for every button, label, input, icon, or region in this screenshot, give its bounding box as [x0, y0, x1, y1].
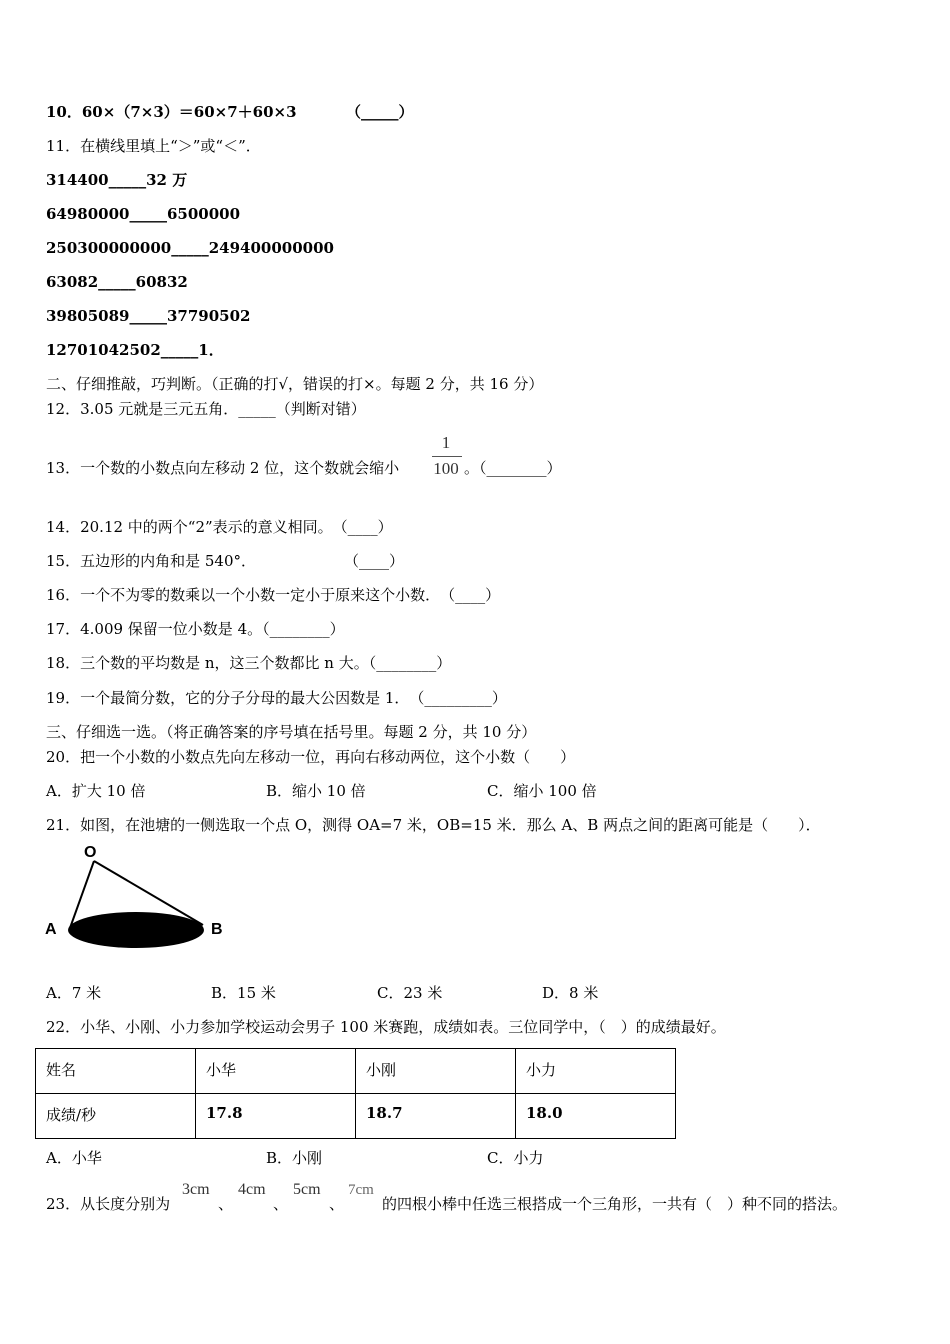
stick-length-1: 3cm — [182, 1181, 210, 1198]
q20-option-c: C．缩小 100 倍 — [487, 782, 597, 800]
q18-text: 18．三个数的平均数是 n，这三个数都比 n 大。（________） — [46, 654, 452, 672]
label-o: O — [84, 844, 97, 861]
fraction-denominator: 100 — [433, 459, 459, 478]
q11-compare-5: 39805089_____37790502 — [46, 307, 251, 325]
q23-text: 23．从长度分别为 — [46, 1195, 171, 1213]
q11-compare-2: 64980000_____6500000 — [46, 205, 241, 223]
pond-ellipse — [68, 912, 204, 948]
q11-compare-3: 250300000000_____249400000000 — [46, 239, 334, 257]
table-cell: 成绩/秒 — [36, 1094, 196, 1139]
pond-figure — [38, 838, 238, 958]
fraction-bar — [432, 456, 462, 457]
q15-text: 15．五边形的内角和是 540°． — [46, 552, 256, 570]
table-row — [36, 1094, 676, 1139]
q10-text: 10．60×（7×3）＝60×7＋60×3 — [46, 103, 297, 121]
table-row — [36, 1049, 676, 1094]
q22-option-c: C．小力 — [487, 1149, 544, 1167]
q11-text: 11．在横线里填上“＞”或“＜”． — [46, 137, 261, 155]
q19-text: 19．一个最简分数，它的分子分母的最大公因数是 1． （_________） — [46, 689, 507, 707]
q21-option-a: A．7 米 — [46, 984, 102, 1002]
section-2-heading: 二、仔细推敲，巧判断。（正确的打√，错误的打×。每题 2 分，共 16 分） — [46, 375, 544, 393]
label-b: B — [211, 921, 223, 938]
q14-text: 14．20.12 中的两个“2”表示的意义相同。 （____） — [46, 518, 393, 536]
table-cell: 小刚 — [356, 1049, 516, 1094]
table-cell: 18.0 — [516, 1094, 676, 1139]
q23-text-end: 的四根小棒中任选三根搭成一个三角形，一共有（ ）种不同的搭法。 — [382, 1195, 848, 1213]
q21-option-c: C．23 米 — [377, 984, 443, 1002]
label-a: A — [45, 921, 57, 938]
separator: 、 — [218, 1195, 234, 1213]
q11-compare-1: 314400_____32 万 — [46, 171, 188, 189]
q21-option-d: D．8 米 — [542, 984, 599, 1002]
q20-option-a: A．扩大 10 倍 — [46, 782, 146, 800]
table-cell: 小华 — [196, 1049, 356, 1094]
q21-option-b: B．15 米 — [211, 984, 276, 1002]
q17-text: 17．4.009 保留一位小数是 4。（________） — [46, 620, 345, 638]
q12-text: 12．3.05 元就是三元五角．_____（判断对错） — [46, 400, 366, 418]
table-cell: 姓名 — [36, 1049, 196, 1094]
section-3-heading: 三、仔细选一选。（将正确答案的序号填在括号里。每题 2 分，共 10 分） — [46, 723, 537, 741]
q16-text: 16．一个不为零的数乘以一个小数一定小于原来这个小数． （____） — [46, 586, 501, 604]
fraction-numerator: 1 — [441, 433, 451, 452]
separator: 、 — [273, 1195, 289, 1213]
stick-length-3: 5cm — [293, 1181, 321, 1198]
q11-compare-4: 63082_____60832 — [46, 273, 188, 291]
table-cell: 18.7 — [356, 1094, 516, 1139]
table-cell: 17.8 — [196, 1094, 356, 1139]
q20-option-b: B．缩小 10 倍 — [266, 782, 366, 800]
table-cell: 小力 — [516, 1049, 676, 1094]
q11-compare-6: 12701042502_____1． — [46, 341, 224, 359]
score-table — [35, 1048, 676, 1139]
q22-option-b: B．小刚 — [266, 1149, 323, 1167]
q10-blank: （_____） — [346, 103, 414, 121]
q22-text: 22．小华、小刚、小力参加学校运动会男子 100 米赛跑，成绩如表。三位同学中，（ ）的成绩最好。 — [46, 1018, 726, 1036]
q20-text: 20．把一个小数的小数点先向左移动一位，再向右移动两位，这个小数（ ） — [46, 748, 576, 766]
q22-option-a: A．小华 — [46, 1149, 102, 1167]
q13-blank: 。（________） — [464, 459, 562, 477]
q15-blank: （____） — [344, 552, 405, 570]
separator: 、 — [329, 1195, 345, 1213]
stick-length-2: 4cm — [238, 1181, 266, 1198]
q21-text: 21．如图，在池塘的一侧选取一个点 O，测得 OA=7 米，OB=15 米．那么 A、B 两点之间的距离可能是（ ）． — [46, 816, 821, 834]
q13-text: 13．一个数的小数点向左移动 2 位，这个数就会缩小 — [46, 459, 400, 477]
stick-length-4: 7cm — [348, 1182, 374, 1198]
